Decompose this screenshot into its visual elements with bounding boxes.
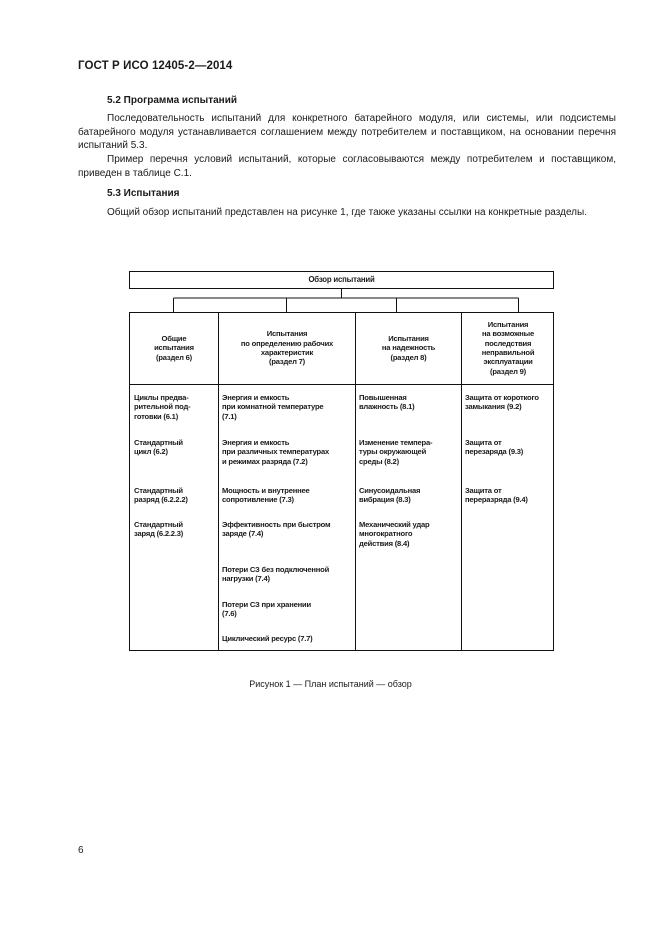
section-5-2-paragraph-1: Последовательность испытаний для конкретного батарейного модуля, или системы, или подсистемы батарейного модуля устанавливается соглашением между потребителем и поставщиком, на основании перечня испытаний 5.3. — [78, 113, 616, 152]
general-test-item: Стандартный цикл (6.2) — [134, 438, 183, 457]
section-5-2-paragraph-2: Пример перечня условий испытаний, которые согласовываются между потребителем и поставщиком, приведен в таблице С.1. — [78, 154, 616, 179]
performance-test-item: Потери СЗ при хранении (7.6) — [222, 600, 311, 619]
performance-test-item: Потери СЗ без подключенной нагрузки (7.4) — [222, 565, 330, 584]
page-number: 6 — [78, 845, 84, 856]
section-5-3-paragraph-1: Общий обзор испытаний представлен на рисунке 1, где также указаны ссылки на конкретные разделы. — [107, 207, 587, 218]
general-test-item: Стандартный разряд (6.2.2.2) — [134, 486, 188, 505]
reliability-test-item: Механический удар многократного действия (8.4) — [359, 520, 430, 548]
performance-test-item: Мощность и внутреннее сопротивление (7.3) — [222, 486, 310, 505]
general-test-item: Циклы предва- рительной под- готовки (6.1) — [134, 393, 191, 421]
section-5-2-title: 5.2 Программа испытаний — [107, 95, 238, 106]
general-test-item: Стандартный заряд (6.2.2.3) — [134, 520, 184, 539]
performance-test-item: Энергия и емкость при различных температурах и режимах разряда (7.2) — [222, 438, 329, 466]
column-heading-general: Общие испытания (раздел 6) — [154, 333, 194, 362]
reliability-test-item: Синусоидальная вибрация (8.3) — [359, 486, 421, 505]
document-header: ГОСТ Р ИСО 12405-2—2014 — [78, 60, 233, 72]
performance-test-item: Циклический ресурс (7.7) — [222, 634, 313, 643]
performance-test-item: Энергия и емкость при комнатной температуре (7.1) — [222, 393, 324, 421]
diagram-title: Обзор испытаний — [308, 275, 375, 284]
column-heading-performance: Испытания по определению рабочих характеристик (раздел 7) — [240, 329, 334, 367]
column-heading-reliability: Испытания на надежность (раздел 8) — [381, 333, 436, 362]
test-overview-diagram — [129, 271, 554, 651]
abuse-test-item: Защита от переразряда (9.4) — [465, 486, 528, 505]
abuse-test-item: Защита от перезаряда (9.3) — [465, 438, 524, 457]
section-5-3-title: 5.3 Испытания — [107, 188, 180, 199]
abuse-test-item: Защита от короткого замыкания (9.2) — [465, 393, 539, 412]
reliability-test-item: Изменение темпера- туры окружающей среды (8.2) — [359, 438, 433, 466]
figure-caption: Рисунок 1 — План испытаний — обзор — [249, 679, 412, 689]
column-heading-abuse: Испытания на возможные последствия неправильной эксплуатации (раздел 9) — [481, 319, 535, 376]
reliability-test-item: Повышенная влажность (8.1) — [359, 393, 415, 412]
performance-test-item: Эффективность при быстром заряде (7.4) — [222, 520, 331, 539]
